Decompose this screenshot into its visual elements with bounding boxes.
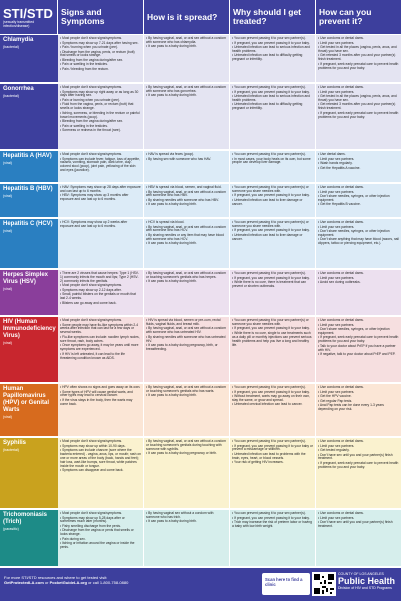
list-item: • You can prevent passing it to your sex partner(s). — [232, 272, 313, 276]
list-item: • Fishy smelling discharge from the penis. — [60, 525, 141, 529]
cell-c1 — [58, 219, 144, 268]
list-item: • Get tested in all the places (vagina, penis, anus, and throat) you have sex. — [318, 46, 399, 54]
sti-name-cell — [0, 438, 58, 508]
list-item: • Soreness or redness in the throat (rare). — [60, 129, 141, 133]
sti-type: (viral) — [3, 341, 12, 345]
sti-type: (viral) — [3, 287, 12, 291]
list-item: • Limit your sex partners. — [318, 91, 399, 95]
list-item: • Get tested regularly. — [318, 449, 399, 453]
cell-c4 — [316, 35, 401, 82]
list-item: • Get regular Pap tests. — [318, 400, 399, 404]
list-item: • Get the Hepatitis A vaccine. — [318, 167, 399, 171]
list-item: • By having vaginal, anal, or oral sex without a condom with someone who has gonorrhea. — [146, 86, 227, 94]
cell-c4 — [316, 184, 401, 217]
logo-public-health: Public Health — [338, 576, 396, 586]
sti-name: HIV (Human Immunodeficiency Virus) — [3, 319, 56, 339]
sti-name: Syphilis — [3, 440, 27, 446]
list-item: • You can prevent passing it to your sex partner(s). — [232, 512, 313, 516]
list-item: • You can prevent passing it to your sex partner(s). — [232, 386, 313, 390]
sti-name-cell — [0, 510, 58, 566]
list-item: • HCV is spread via blood. — [146, 221, 227, 225]
cell-c3 — [230, 35, 316, 82]
list-item: • Limit your sex partners. — [318, 277, 399, 281]
cell-c2 — [144, 84, 230, 149]
list-item: • If negative, talk to your doctor about PrEP and PEP. — [318, 353, 399, 357]
cell-c4 — [316, 219, 401, 268]
list-item: • Don't share anything that may have blood (razors, nail clippers, tattoo or piercing equipment, etc.). — [318, 238, 399, 246]
footer-link-getprotected[interactable]: GetProtectedLA.com — [4, 580, 44, 585]
list-item: • By having vaginal, anal, or oral sex without a condom with someone who has HBV. — [146, 191, 227, 199]
list-item: • Symptoms may show up 2-12 days after. — [60, 289, 141, 293]
cell-c2 — [144, 384, 230, 436]
cell-c3 — [230, 384, 316, 436]
list-item: • You can prevent passing it to your sex partner(s). — [232, 37, 313, 41]
list-item: • Limit your sex partners. — [318, 158, 399, 162]
sti-name: Hepatitis C (HCV) — [3, 221, 53, 227]
list-item: • Your risk of getting HIV increases. — [232, 461, 313, 465]
sti-name-cell — [0, 184, 58, 217]
list-item: • It can pass to a baby during birth. — [146, 394, 227, 398]
sti-name: Chlamydia — [3, 37, 34, 43]
list-item: • Symptoms can disappear and come back. — [60, 469, 141, 473]
list-item: • Untreated cervical infection can lead to cancer. — [232, 403, 313, 407]
list-item: • Itching, soreness, or bleeding in the rectum or painful bowel movements (poop). — [60, 112, 141, 120]
list-item: • Blisters can go away and come back. — [60, 302, 141, 306]
sti-name-cell — [0, 35, 58, 82]
list-item: • You can prevent passing it to your sex partner(s) or someone you share needles with. — [232, 186, 313, 194]
list-item: • By having vaginal, anal, or oral sex without a condom with someone who has HCV. — [146, 226, 227, 234]
list-item: • Most people don't show signs/symptoms. — [60, 153, 141, 157]
list-item: • Symptoms can include fever, fatigue, loss of appetite, nausea, vomiting, stomach pain, dark urine, clay-colored stool (poop), joint pain, yellowing of the skin and eyes (jaundice). — [60, 158, 141, 174]
table-row — [0, 270, 401, 316]
list-item: • HPV often shows no signs and goes away on its own. — [60, 386, 141, 390]
sti-name: Hepatitis A (HAV) — [3, 153, 52, 159]
logo-division: Division of HIV and STD Programs — [338, 586, 392, 590]
list-item: • Pain or swelling in the testicles. — [60, 125, 141, 129]
sti-type: (bacterial) — [3, 94, 19, 98]
list-item: • HCV: Symptoms may show up 2 weeks after exposure and can last up to 6 months. — [60, 221, 141, 229]
sti-name-cell — [0, 317, 58, 382]
list-item: • Some people may have flu-like symptoms within 2-4 weeks after infection that can last for a few days or several weeks. — [60, 324, 141, 336]
list-item: • Symptoms may show up 5-28 days after or sometimes much later (months). — [60, 517, 141, 525]
table-row — [0, 184, 401, 218]
list-item: • If pregnant, seek early prenatal care to prevent health problems for you and your baby. — [318, 112, 399, 120]
list-item: • Some types of HPV will cause genital warts, and other types may lead to cervical cancer. — [60, 391, 141, 399]
list-item: • Once symptoms go away, it may be years until more symptoms are experienced. — [60, 344, 141, 352]
list-item: • Trich may increase the risk of preterm labor or having a baby with low birth weight. — [232, 521, 313, 529]
list-item: • Untreated infection can lead to liver damage or cancer. — [232, 199, 313, 207]
list-item: • If pregnant, you can prevent passing it to your baby. — [232, 517, 313, 521]
list-item: • You can prevent passing it to your sex partner(s). — [232, 86, 313, 90]
cell-c4 — [316, 151, 401, 182]
list-item: • HIV is spread via blood, semen or pre-cum, rectal fluids, vaginal fluids, and breast milk. — [146, 319, 227, 327]
list-item: • Use condoms or dental dams. — [318, 221, 399, 225]
list-item: • If the virus stays in the body, then the warts may come back. — [60, 399, 141, 407]
list-item: • Avoid sex during outbreaks. — [318, 281, 399, 285]
list-item: • If pregnant, you can prevent passing it to your baby or prevent a miscarriage or stillbirth. — [232, 445, 313, 453]
list-item: • Pain during sex. — [60, 538, 141, 542]
list-item: • Don't have sex until you and your partner(s) finish treatment. — [318, 454, 399, 462]
cell-c1 — [58, 84, 144, 149]
list-item: • Limit your sex partners. — [318, 324, 399, 328]
cell-c3 — [230, 219, 316, 268]
list-item: • Don't share needles, syringes, or other injection equipment. — [318, 230, 399, 238]
list-item: • Get tested in all the places (vagina, penis, anus, and throat) you have sex. — [318, 95, 399, 103]
sti-name-cell — [0, 84, 58, 149]
list-item: • Don't share needles, syringes, or other injection equipment. — [318, 328, 399, 336]
list-item: • You can prevent passing it to your sex partner(s) or someone you share needles with. — [232, 221, 313, 229]
cell-c2 — [144, 35, 230, 82]
list-item: • Symptoms may show up right away or as long as 30 days after having sex. — [60, 91, 141, 99]
list-item: • Most people don't show signs/symptoms. — [60, 512, 141, 516]
list-item: • Use condoms or dental dams. — [318, 319, 399, 323]
list-item: • Most people don't show signs/symptoms. — [60, 86, 141, 90]
list-item: • Discharge from the vagina, penis, or rectum (butt) that smells or looks strange. — [60, 51, 141, 59]
cell-c1 — [58, 510, 144, 566]
list-item: • By having sex with someone who has HAV. — [146, 158, 227, 162]
list-item: • Flu-like symptoms can include: swollen lymph nodes, sore throat, rash, body aches. — [60, 336, 141, 344]
list-item: • Untreated infection can lead to serious infection and health problems. — [232, 95, 313, 103]
cell-c4 — [316, 317, 401, 382]
list-item: • Untreated infection can lead to difficulty getting pregnant or infertility. — [232, 103, 313, 111]
sti-name: Hepatitis B (HBV) — [3, 186, 53, 192]
logo-county: COUNTY OF LOS ANGELES — [338, 572, 384, 576]
table-row — [0, 84, 401, 150]
footer-or: or — [44, 580, 49, 585]
sti-name: Gonorrhea — [3, 86, 34, 92]
scan-callout: Scan here to find a clinic — [262, 573, 310, 595]
list-item: • HAV is spread via feces (poop). — [146, 153, 227, 157]
list-item: • Use condoms or dental dams. — [318, 37, 399, 41]
footer-resources — [4, 575, 194, 585]
sti-name-cell — [0, 270, 58, 315]
list-item: • By having vaginal, anal, or oral sex without a condom or touching someone's genitals who has herpes. — [146, 272, 227, 280]
list-item: • It can pass to a baby during pregnancy, birth, or breastfeeding. — [146, 344, 227, 352]
cell-c2 — [144, 317, 230, 382]
list-item: • Use condoms or dental dams. — [318, 440, 399, 444]
sti-name-cell — [0, 151, 58, 182]
list-item: • HBV: Symptoms may show up 3 months after exposure and can last up to 6 months. — [60, 194, 141, 202]
list-item: • Bleeding from the vagina during/after sex. — [60, 59, 141, 63]
list-item: • Get retested 3 months after you and your partner(s) finish treatment. — [318, 54, 399, 62]
list-item: • Pain / bleeding from the rectum. — [60, 68, 141, 72]
list-item: • HAV: Symptoms may show up 28 days after exposure and can last up to 6 months. — [60, 186, 141, 194]
sti-type: (viral) — [3, 229, 12, 233]
cell-c4 — [316, 84, 401, 149]
list-item: • It can pass to a baby during birth. — [146, 280, 227, 284]
list-item: • Use condoms or dental dams. — [318, 386, 399, 390]
list-item: • If pregnant, you can prevent passing it to your baby. — [232, 391, 313, 395]
list-item: • HBV is spread via blood, semen, and vaginal fluid. — [146, 186, 227, 190]
list-item: • Untreated infection can lead to difficulty getting pregnant or infertility. — [232, 54, 313, 62]
list-item: • Wash hands regularly. — [318, 162, 399, 166]
sti-name: Human Papillomavirus (HPV) or Genital Warts — [3, 386, 50, 413]
cell-c3 — [230, 317, 316, 382]
sti-name-cell — [0, 219, 58, 268]
cell-c4 — [316, 510, 401, 566]
list-item: • Symptoms can include chancre (sore where the bacteria entered) - vagina, anus, lips, or mouth; rash on one or more areas of the body (back, hands and feet); hair loss, wart-like bumps, sore throat, white patches inside the mouth or tongue. — [60, 449, 141, 469]
list-item: • Discharge from the vagina or penis that smells or looks strange. — [60, 529, 141, 537]
list-item: • Untreated infection can lead to liver damage or cancer. — [232, 234, 313, 242]
footer — [0, 568, 401, 601]
footer-line1: For more STI/STD resources and where to get tested visit: — [4, 575, 108, 580]
list-item: • By sharing needles or any item that may have blood with someone who has HCV. — [146, 234, 227, 242]
cell-c1 — [58, 270, 144, 315]
cell-c1 — [58, 384, 144, 436]
list-item: • By sharing needles with someone who has untreated HIV. — [146, 336, 227, 344]
list-item: • By having vaginal sex without a condom with someone who has trich. — [146, 512, 227, 520]
list-item: • Don't share needles, syringes, or other injection equipment. — [318, 195, 399, 203]
cell-c2 — [144, 510, 230, 566]
list-item: • If pregnant, seek early prenatal care to prevent health problems for you and your baby. — [318, 63, 399, 71]
title-cell — [0, 0, 58, 34]
list-item: • Get the Hepatitis B vaccine. — [318, 203, 399, 207]
list-item: • If pregnant, you can prevent passing it to your baby. — [232, 327, 313, 331]
cell-c3 — [230, 84, 316, 149]
list-item: • It can pass to a baby during birth. — [146, 520, 227, 524]
list-item: • Talk to your doctor about PrEP if you have a partner with HIV. — [318, 345, 399, 353]
list-item: • If HIV is left untreated, it can lead to the life threatening condition known as AIDS. — [60, 353, 141, 361]
cell-c2 — [144, 438, 230, 508]
cell-c4 — [316, 270, 401, 315]
cell-c3 — [230, 438, 316, 508]
list-item: • You can prevent passing it to your sex partner(s) or someone you share needles with. — [232, 319, 313, 327]
list-item: • Use condoms or dental dams. — [318, 86, 399, 90]
cell-c2 — [144, 270, 230, 315]
page-title: STI/STD — [3, 5, 53, 21]
list-item: • Bleeding from the vagina during/after sex. — [60, 120, 141, 124]
cell-c1 — [58, 438, 144, 508]
list-item: • Symptoms may show up 7-21 days after having sex. — [60, 42, 141, 46]
list-item: • It can pass to a baby during pregnancy or birth. — [146, 452, 227, 456]
list-item: • Use dental dams. — [318, 153, 399, 157]
list-item: • By having vaginal, anal, or oral sex without a condom or touching someone's genitals who has warts. — [146, 386, 227, 394]
list-item: • Limit your sex partners. — [318, 391, 399, 395]
table-row — [0, 35, 401, 83]
list-item: • By having vaginal, anal, or oral sex without a condom or touching someone's genitals during touching with someone with syphilis. — [146, 440, 227, 452]
header-signs: Signs and Symptoms — [58, 0, 144, 34]
list-item: • If pregnant, you can prevent passing it to your baby. — [232, 42, 313, 46]
cell-c3 — [230, 151, 316, 182]
footer-link-pocketguide[interactable]: PocketGuideLA.org — [49, 580, 87, 585]
cell-c2 — [144, 184, 230, 217]
cell-c1 — [58, 151, 144, 182]
list-item: • Pain or burning when you urinate (pee). — [60, 99, 141, 103]
list-item: • It can pass to a baby during birth. — [146, 203, 227, 207]
list-item: • Limit your sex partners. — [318, 226, 399, 230]
cell-c1 — [58, 35, 144, 82]
list-item: • Anal Pap tests can be done every 1-3 years depending on your risk. — [318, 404, 399, 412]
list-item: • Most people don't show signs/symptoms. — [60, 37, 141, 41]
list-item: • Limit your sex partners. — [318, 191, 399, 195]
table-row — [0, 510, 401, 567]
table-header — [0, 0, 401, 34]
cell-c4 — [316, 384, 401, 436]
qr-code-icon[interactable] — [312, 572, 336, 596]
list-item: • While there is no cure, single to use treatments such as a daily pill or monthly injections can prevent serious health problems and help you live a long and healthy life. — [232, 332, 313, 348]
list-item: • Most people don't show signs/symptoms. — [60, 284, 141, 288]
header-prevent: How can you prevent it? — [316, 0, 401, 34]
list-item: • By having vaginal, anal, or oral sex without a condom with someone who has chlamydia. — [146, 37, 227, 45]
list-item: • Untreated infection can lead to problems with the brain, eyes, heart, or blood vessels. — [232, 453, 313, 461]
list-item: • In most cases, your body heals on its own, but some people can develop liver damage. — [232, 158, 313, 166]
table-row — [0, 317, 401, 383]
list-item: • Small, painful blisters on the genitals or mouth that last 2-4 weeks. — [60, 293, 141, 301]
list-item: • Get retested 3 months after you and your partner(s) finish treatment. — [318, 103, 399, 111]
list-item: • Most people don't show signs/symptoms. — [60, 319, 141, 323]
header-spread: How is it spread? — [144, 0, 230, 34]
sti-type: (viral) — [3, 415, 12, 419]
sti-name-cell — [0, 384, 58, 436]
list-item: • Symptoms may show up within 10-90 days. — [60, 445, 141, 449]
list-item: • If pregnant, you can prevent passing it to your baby. — [232, 194, 313, 198]
sti-type: (bacterial) — [3, 45, 19, 49]
sti-name: Trichomoniasis (Trich) — [3, 512, 48, 525]
table-row — [0, 151, 401, 183]
cell-c3 — [230, 184, 316, 217]
sti-name: Herpes Simplex Virus (HSV) — [3, 272, 49, 285]
header-treated: Why should I get treated? — [230, 0, 316, 34]
list-item: • It can pass to a baby during birth. — [146, 242, 227, 246]
cell-c3 — [230, 510, 316, 566]
table-row — [0, 438, 401, 509]
sti-type: (viral) — [3, 161, 12, 165]
table-row — [0, 384, 401, 437]
list-item: • Use condoms or dental dams. — [318, 512, 399, 516]
page-subtitle: (sexually transmitted infection/disease) — [3, 19, 35, 28]
list-item: • Limit your sex partners. — [318, 445, 399, 449]
list-item: • If pregnant, seek early prenatal care to prevent health problems for you and your baby. — [318, 462, 399, 470]
list-item: • Itching or irritation around the vagina or inside the penis. — [60, 542, 141, 550]
sti-type: (viral) — [3, 194, 12, 198]
list-item: • There are 2 viruses that cause herpes: Type 1 (HSV-1) commonly infects the mouth and lips; Type 2 (HSV-2) commonly infects the genitals. — [60, 272, 141, 284]
list-item: • Limit your sex partners. — [318, 517, 399, 521]
public-health-logo — [338, 572, 398, 597]
list-item: • Pain or swelling in the testicles. — [60, 63, 141, 67]
sti-type: (bacterial) — [3, 448, 19, 452]
list-item: • Get the HPV vaccine. — [318, 395, 399, 399]
sti-type: (parasitic) — [3, 527, 19, 531]
cell-c2 — [144, 151, 230, 182]
cell-c1 — [58, 317, 144, 382]
list-item: • Fluid from the vagina, penis, or rectum (butt) that smells or looks strange. — [60, 103, 141, 111]
list-item: • If pregnant, seek early prenatal care to prevent health problems for you and your baby. — [318, 336, 399, 344]
cell-c3 — [230, 270, 316, 315]
list-item: • Use condoms or dental dams. — [318, 272, 399, 276]
list-item: • Most people don't show signs/symptoms. — [60, 440, 141, 444]
cell-c4 — [316, 438, 401, 508]
list-item: • If pregnant, you can prevent passing it to your baby. — [232, 229, 313, 233]
list-item: • Don't have sex until you and your partner(s) finish treatment. — [318, 521, 399, 529]
cell-c2 — [144, 219, 230, 268]
list-item: • It can pass to a baby during birth. — [146, 45, 227, 49]
list-item: • Untreated infection can lead to serious infection and health problems. — [232, 46, 313, 54]
list-item: • You can prevent passing it to your sex partner(s). — [232, 440, 313, 444]
list-item: • If pregnant, you can prevent passing it to your baby. — [232, 277, 313, 281]
list-item: • Limit your sex partners. — [318, 42, 399, 46]
list-item: • By sharing needles with someone who has HBV. — [146, 199, 227, 203]
list-item: • By having vaginal, anal, or oral sex without a condom with someone who has untreated HIV. — [146, 327, 227, 335]
list-item: • Pain / burning when you urinate (pee). — [60, 46, 141, 50]
list-item: • Use condoms or dental dams. — [318, 186, 399, 190]
list-item: • If pregnant, you can prevent passing it to your baby. — [232, 91, 313, 95]
table-row — [0, 219, 401, 269]
list-item: • While there is no cure, there is treatment that can prevent or shorten outbreaks. — [232, 281, 313, 289]
cell-c1 — [58, 184, 144, 217]
list-item: • You can prevent passing it to your sex partner(s). — [232, 153, 313, 157]
footer-phone: or call 1-800-758-0880 — [88, 580, 129, 585]
list-item: • It can pass to a baby during birth. — [146, 94, 227, 98]
list-item: • Without treatment, warts may go away on their own, stay the same, or grow and spread. — [232, 395, 313, 403]
